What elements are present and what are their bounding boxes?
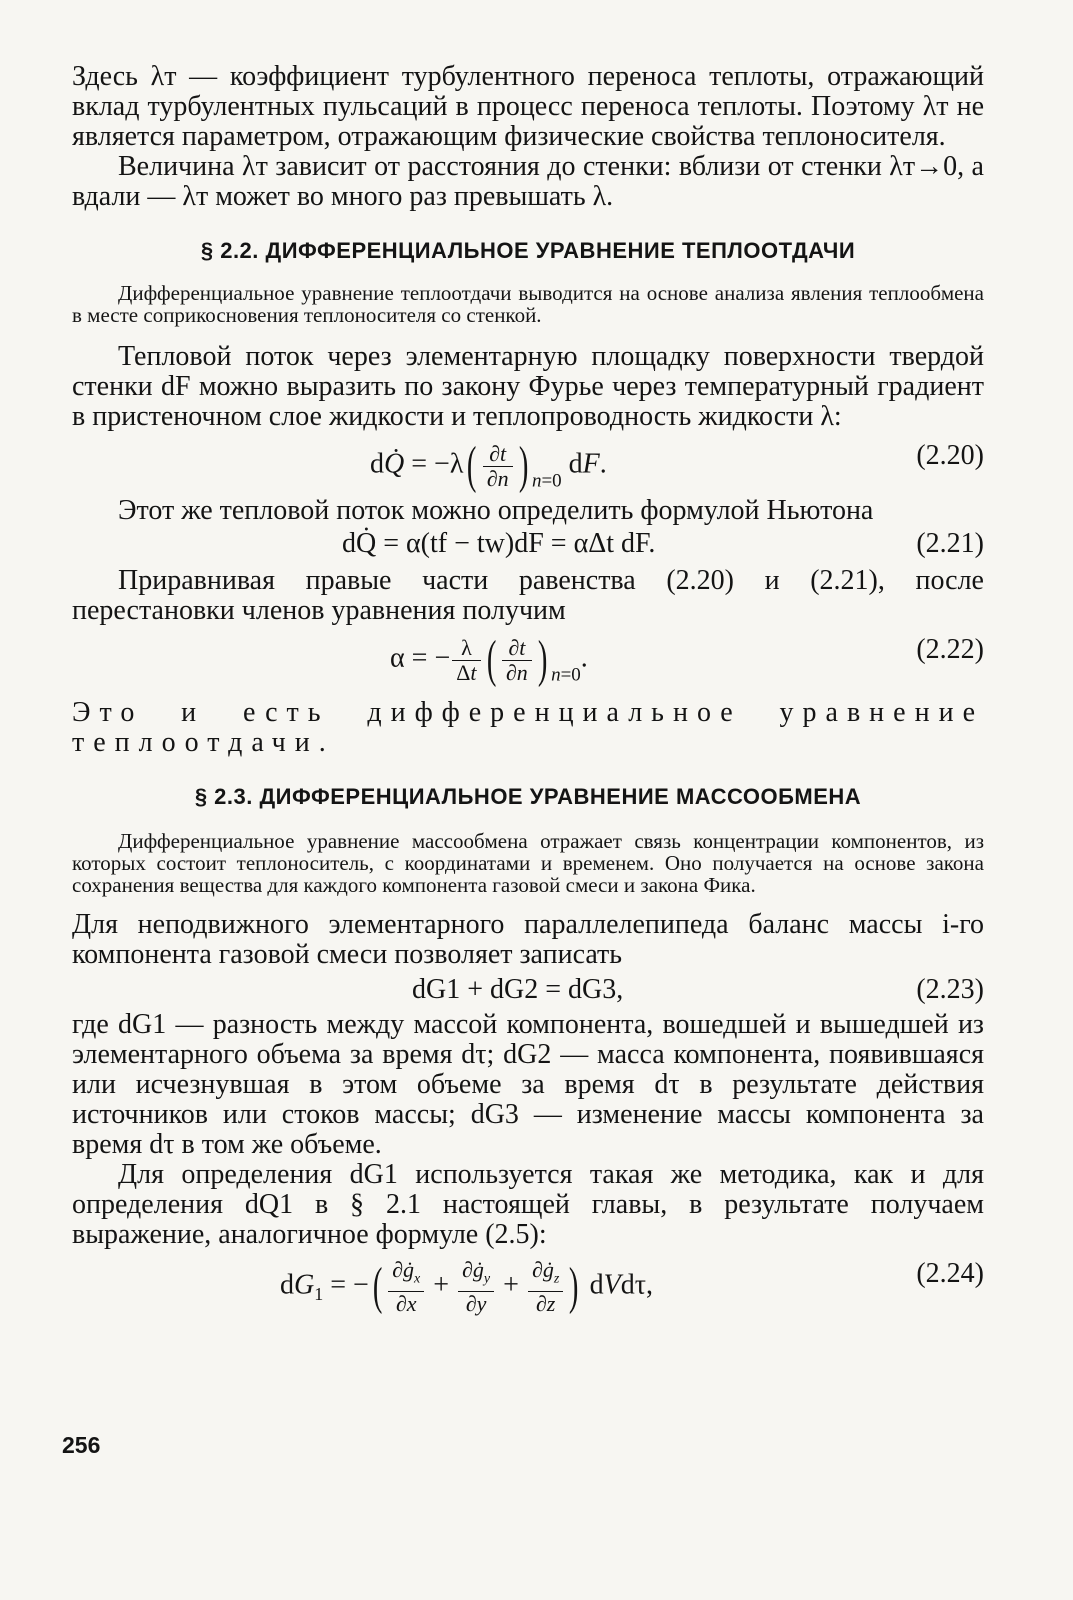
page-number: 256 (62, 1432, 101, 1458)
equation-number-2-21: (2.21) (916, 528, 984, 559)
equation-2-23-expression: dG1 + dG2 = dG3, (412, 974, 624, 1005)
paragraph-7: Для неподвижного элементарного параллелепипеда баланс массы i-го компонента газовой смеси позволяет записать (72, 909, 984, 970)
page-body (72, 62, 984, 1330)
section-heading-2-3: § 2.3. ДИФФЕРЕНЦИАЛЬНОЕ УРАВНЕНИЕ МАССООБМЕНА (194, 784, 862, 809)
paragraph-3: Тепловой поток через элементарную площадку поверхности твердой стенки dF можно выразить по закону Фурье через температурный градиент в пристеночном слое жидкости и теплопроводность жидкости λ: (72, 341, 984, 432)
equation-2-20: dQ̇ = −λ( $\frac{\partial t}{\partial n}$ ) $_{n=0}$ dF. (2.20) (370, 437, 984, 494)
section-abstract-2-3: Дифференциальное уравнение массообмена отражает связь концентрации компонентов, из которых состоит теплоноситель, с координатами и временем. Оно получается на основе закона сохранения вещества для каждого компонента газовой смеси и закона Фика. (72, 829, 984, 897)
paragraph-6: Это и есть дифференциальное уравнение теплоотдачи. (72, 697, 984, 758)
equation-2-21-expression: dQ̇ = α(tf − tw)dF = αΔt dF. (342, 528, 656, 559)
paragraph-8: где dG1 — разность между массой компонента, вошедшей и вышедшей из элементарного объема за время dτ; dG2 — масса компонента, появившаяся или исчезнувшая в этом объеме за время dτ в результате действия источников или стоков массы; dG3 — изменение массы компонента за время dτ в том же объеме. (72, 1009, 984, 1160)
paragraph-5: Приравнивая правые части равенства (2.20) и (2.21), после перестановки членов уравнения получим (72, 565, 984, 626)
equation-number-2-23: (2.23) (916, 974, 984, 1005)
equation-number-2-22: (2.22) (916, 634, 984, 665)
paragraph-9: Для определения dG1 используется такая же методика, как и для определения dQ1 в § 2.1 настоящей главы, в результате получаем выражение, аналогичное формуле (2.5): (72, 1159, 984, 1250)
paragraph-2: Величина λт зависит от расстояния до стенки: вблизи от стенки λт→0, а вдали — λт может во много раз превышать λ. (72, 151, 984, 212)
equation-2-22: α = − $\frac{\lambda}{\Delta t}$ ( $\frac{\partial t}{\partial n}$ ) $_{n=0}$. (2.22) (390, 631, 984, 688)
equation-2-23 (72, 970, 984, 1010)
paragraph-1: Здесь λт — коэффициент турбулентного переноса теплоты, отражающий вклад турбулентных пульсаций в процесс переноса теплоты. Поэтому λт не является параметром, отражающим физические свойства теплоносителя. (72, 61, 984, 152)
equation-2-24: $dG_1$ = −( $\frac{\partial ġ_x}{\partial x}$ + $\frac{\partial ġ_y}{\partial y}$ + $\frac{\partial ġ_z}{\partial z}$ ) dVdτ, (2.24) (280, 1257, 984, 1317)
paragraph-4: Этот же тепловой поток можно определить формулой Ньютона (118, 495, 874, 526)
equation-number-2-24: (2.24) (916, 1258, 984, 1289)
section-heading-2-2: § 2.2. ДИФФЕРЕНЦИАЛЬНОЕ УРАВНЕНИЕ ТЕПЛООТДАЧИ (200, 238, 856, 263)
equation-2-21 (72, 526, 984, 566)
equation-number-2-20: (2.20) (916, 440, 984, 471)
section-abstract-2-2: Дифференциальное уравнение теплоотдачи выводится на основе анализа явления теплообмена в месте соприкосновения теплоносителя со стенкой. (72, 281, 984, 327)
